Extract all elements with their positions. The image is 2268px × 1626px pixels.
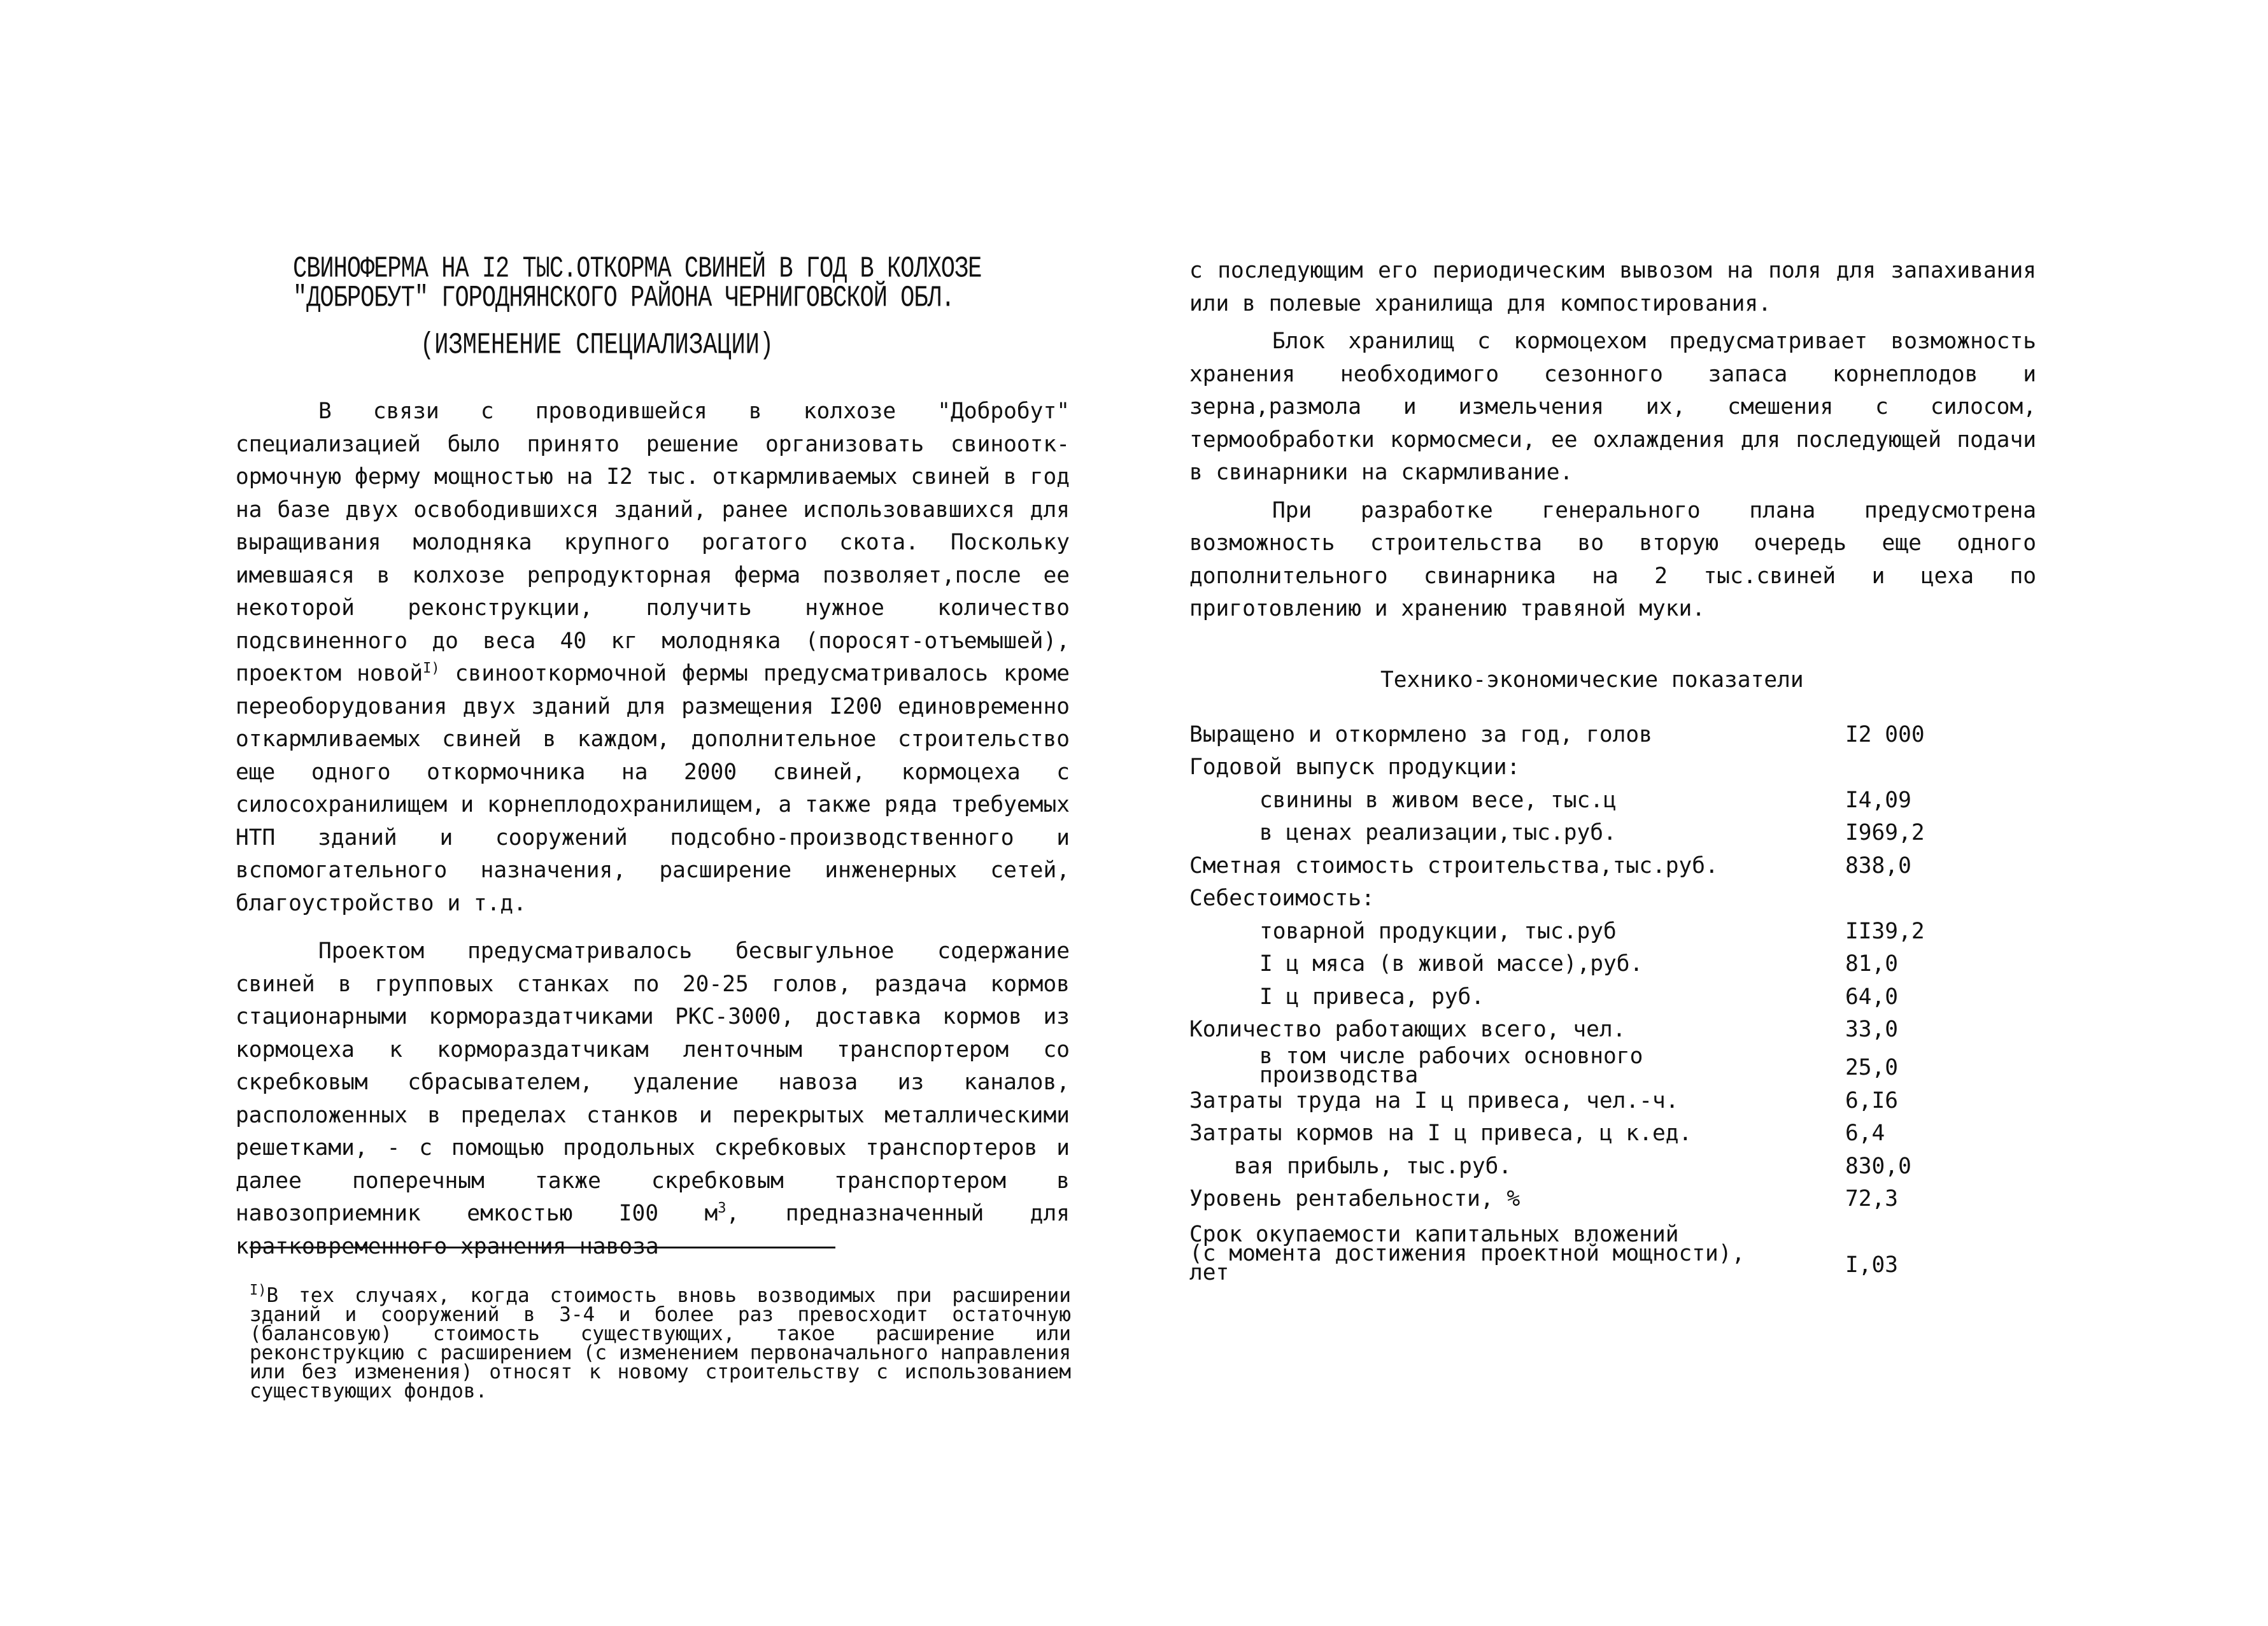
row-label-line: производства [1259,1062,1419,1088]
row-value: I,03 [1845,1252,1899,1278]
row-label: в ценах реализации,тыс.руб. [1259,820,1617,845]
table-row [1189,817,2036,850]
paragraph-text-continued: свинооткормочной фермы предусматривалось кроме переоборудования двух зданий для размещения I200 единовременно откармливаемых свиней в каждом, дополнительное строительство еще одного откормочника на 2000 свиней, кормоцеха с силосохранилищем и корнеплодохранилищем, а также ряда требуемых НТП зданий и сооружений подсобно-производственного и вспомогательного назначения, расширение инженерных сетей, благоустройство и т.д. [236,661,1070,916]
footnote-text: В тех случаях, когда стоимость вновь возводимых при расширении зданий и сооружений в 3-4 и более раз превосходит остаточную (балансовую) стоимость существующих, такое расширение или реконструкцию с расширением (с изменением первоначального направления или без изменения) относят к новому строительству с использованием существующих фондов. [250,1284,1071,1403]
row-label: I ц мяса (в живой массе),руб. [1259,951,1643,977]
row-label [1189,1221,1745,1285]
title-line-2: "ДОБРОБУТ" ГОРОДНЯНСКОГО РАЙОНА ЧЕРНИГОВСКОЙ ОБЛ. [293,281,954,316]
paragraph-storage-block: Блок хранилищ с кормоцехом предусматривает возможность хранения необходимого сезонного запаса корнеплодов и зерна,размола и измельчения их, смешения с силосом, термообработки кормосмеси, ее охлаждения для последующей подачи в свинарники на скармливание. [1189,329,2036,485]
footnote-divider [250,1247,835,1248]
row-label: Уровень рентабельности, % [1189,1186,1520,1212]
row-value: 838,0 [1845,852,1911,879]
indicators-table-title: Технико-экономические показатели [1380,667,1804,693]
table-row [1189,1221,2036,1285]
row-label [1189,1043,1643,1088]
paragraph-manure-continuation: с последующим его периодическим вывозом на поля для запахивания или в полевые хранилища для компостирования. [1189,258,2036,316]
row-value: 830,0 [1845,1153,1911,1179]
row-value: I4,09 [1845,787,1911,813]
row-label: I ц привеса, руб. [1259,984,1485,1010]
row-label-line: лет [1189,1259,1230,1285]
table-row [1189,916,2036,949]
row-label: Себестоимость: [1189,886,1375,911]
document-title [293,252,1070,316]
table-row [1189,1085,2036,1118]
row-label: Сметная стоимость строительства,тыс.руб. [1189,852,1719,879]
table-row [1189,719,2036,752]
paragraph-specialization [236,395,1070,920]
row-value: II39,2 [1845,918,1925,944]
row-label-line: в том числе рабочих основного [1259,1043,1643,1069]
row-value: 64,0 [1845,984,1899,1010]
table-row [1189,1150,2036,1184]
row-label: Затраты труда на I ц привеса, чел.-ч. [1189,1087,1679,1113]
footnote [250,1282,1071,1403]
footnote-mark: I) [250,1282,267,1299]
table-row [1189,981,2036,1014]
table-row [1189,1043,2036,1088]
row-label: товарной продукции, тыс.руб [1259,918,1617,944]
row-label: Количество работающих всего, чел. [1189,1017,1626,1042]
table-row [1189,850,2036,883]
row-label: Выращено и откормлено за год, голов [1189,721,1652,747]
table-row [1189,784,2036,817]
row-label-line: (с момента достижения проектной мощности), [1189,1240,1745,1266]
paragraph-general-plan: При разработке генерального плана предусмотрена возможность строительства во вторую очередь еще одного дополнительного свинарника на 2 тыс.свиней и цеха по приготовлению и хранению травяной муки. [1189,497,2036,621]
row-value: 6,I6 [1845,1087,1899,1113]
right-column [1189,255,2036,1285]
row-value: 6,4 [1845,1121,1885,1146]
document-subtitle: (ИЗМЕНЕНИЕ СПЕЦИАЛИЗАЦИИ) [420,329,774,363]
row-label: Затраты кормов на I ц привеса, ц к.ед. [1189,1121,1692,1146]
table-row [1189,751,2036,784]
footnote-reference: I) [423,660,440,677]
table-row [1189,1117,2036,1150]
title-line-1: СВИНОФЕРМА НА I2 ТЫС.ОТКОРМА СВИНЕЙ В ГОД В КОЛХОЗЕ [293,252,982,286]
row-value: 81,0 [1845,951,1899,977]
paragraph-text: Проектом предусматривалось бесвыгульное содержание свиней в групповых станках по 20-25 голов, раздача кормов стационарными кормораздатчиками РКС-3000, доставка кормов из кормоцеха к кормораздатчикам ленточным транспортером со скребковым сбрасывателем, удаление навоза из каналов, расположенных в пределах станков и перекрытых металлическими решетками, - с помощью продольных скребковых транспортеров и далее поперечным также скребковым транспортером в навозоприемник емкостью I00 м [236,938,1070,1226]
row-label-line: Срок окупаемости капитальных вложений [1189,1221,1679,1247]
paragraph-text: В связи с проводившейся в колхозе "Добробут" специализацией было принято решение организовать свинооткормочную ферму мощностью на I2 тыс. откармливаемых свиней в год на базе двух освободившихся зданий, ранее использовавшихся для выращивания молодняка крупного рогатого скота. Поскольку имевшаяся в колхозе репродукторная ферма позволяет,после ее некоторой реконструкции, получить нужное количество подсвиненного до веса 40 кг молодняка (поросят-отъемышей), проектом новой [236,399,1070,686]
row-label: вая прибыль, тыс.руб. [1234,1153,1512,1179]
table-row [1189,948,2036,981]
row-value: 33,0 [1845,1017,1899,1042]
paragraph-text-continued: , предназначенный для кратковременного хранения навоза [236,1201,1070,1259]
table-row [1189,1014,2036,1047]
table-row [1189,1183,2036,1216]
superscript-3: 3 [718,1200,726,1217]
row-value: 25,0 [1845,1055,1899,1080]
table-row [1189,882,2036,916]
row-label: Годовой выпуск продукции: [1189,754,1520,780]
row-label: свинины в живом весе, тыс.ц [1259,787,1617,813]
row-value: I2 000 [1845,721,1925,747]
row-value: I969,2 [1845,820,1925,845]
row-value: 72,3 [1845,1186,1899,1212]
indicators-table [1189,719,2036,1285]
left-column [236,252,1070,1263]
paragraph-project [236,935,1070,1263]
